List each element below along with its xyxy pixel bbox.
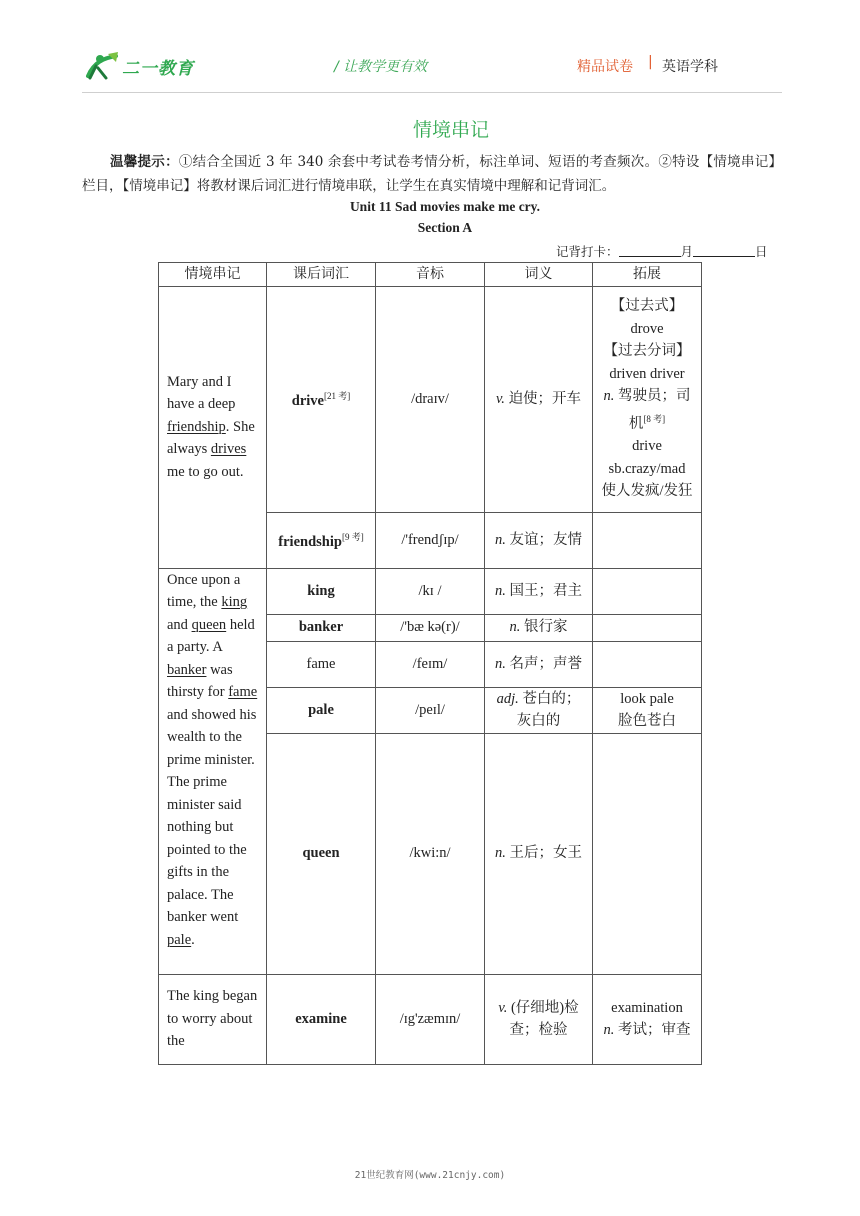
- word-cell: fame: [267, 641, 376, 687]
- header-meaning: 词义: [485, 263, 593, 287]
- word-cell: banker: [267, 614, 376, 641]
- meaning: 苍白的；灰白的: [516, 690, 581, 729]
- story-text: and showed his wealth to the prime minister. The prime minister said nothing but pointed to the gifts in the palace. The banker went: [167, 706, 257, 925]
- extension-line: 【过去式】: [610, 298, 684, 315]
- story-text: held a party. A: [167, 616, 255, 655]
- header-phonetic: 音标: [376, 263, 485, 287]
- table-row: [159, 286, 702, 512]
- table-row: [159, 974, 702, 1064]
- story-text: and: [167, 616, 192, 633]
- logo-text: 二一教育: [122, 59, 194, 79]
- meaning: 名声；声誉: [509, 655, 582, 672]
- frequency-tag: [9 考]: [341, 532, 364, 543]
- header-story: 情境串记: [159, 263, 267, 287]
- story-cell: [159, 286, 267, 568]
- document-title: 情境串记: [412, 119, 489, 141]
- word-cell: [267, 512, 376, 568]
- story-text: .: [191, 931, 195, 948]
- meaning-cell: [485, 568, 593, 614]
- table-header-row: [159, 263, 702, 287]
- phonetic-cell: /draɪv/: [376, 286, 485, 512]
- meaning: 王后；女王: [509, 845, 582, 862]
- frequency-tag: [8 考]: [643, 413, 666, 424]
- extension-cell: [593, 641, 702, 687]
- story-text: was thirsty for: [167, 661, 233, 700]
- story-keyword: friendship: [167, 418, 226, 435]
- tip-paragraph: [82, 150, 782, 198]
- part-of-speech: v.: [495, 390, 505, 407]
- page-footer: 21世纪教育网(www.21cnjy.com): [354, 1170, 506, 1181]
- brand-separator: |: [648, 54, 653, 70]
- header-divider: [82, 92, 782, 93]
- part-of-speech: n.: [603, 388, 615, 405]
- word: friendship: [278, 534, 342, 551]
- story-text: Mary and I have a deep: [167, 373, 236, 412]
- extension-cell: [593, 733, 702, 974]
- meaning-cell: [485, 974, 593, 1064]
- header-word: 课后词汇: [267, 263, 376, 287]
- extension-cell: [593, 614, 702, 641]
- tip-lead: 温馨提示：: [110, 154, 179, 170]
- subject-label: 英语学科: [662, 59, 718, 75]
- header-extension: 拓展: [593, 263, 702, 287]
- extension-line: [599, 1019, 695, 1042]
- checkin-label: 记背打卡：: [556, 244, 619, 259]
- word-cell: [267, 286, 376, 512]
- phonetic-cell: /feɪm/: [376, 641, 485, 687]
- extension-meaning: 驾驶员；司机: [618, 388, 691, 432]
- table-row: [159, 568, 702, 614]
- word: drive: [291, 393, 324, 410]
- vocabulary-table: [158, 262, 702, 1065]
- extension-line: look pale: [620, 690, 674, 707]
- part-of-speech: v.: [498, 999, 508, 1016]
- part-of-speech: n.: [495, 531, 506, 548]
- header-slogan: / 让教学更有效: [334, 59, 428, 75]
- section-heading: Section A: [417, 220, 473, 235]
- part-of-speech: n.: [495, 845, 506, 862]
- month-blank[interactable]: [619, 244, 681, 257]
- meaning-cell: [485, 641, 593, 687]
- extension-cell: [593, 687, 702, 733]
- meaning: (仔细地)检查；检验: [509, 999, 579, 1038]
- month-label: 月: [680, 244, 694, 259]
- story-keyword: drives: [210, 441, 247, 457]
- part-of-speech: n.: [495, 582, 506, 599]
- extension-line: 脸色苍白: [618, 713, 676, 729]
- tip-body: ①结合全国近 3 年 340 余套中考试卷考情分析，标注单词、短语的考查频次。②特设【情境串记】栏目，【情境串记】将教材课后词汇进行情境串联，让学生在真实情境中理解和记背词汇。: [82, 154, 782, 194]
- story-text: me to go out.: [167, 463, 244, 480]
- meaning: 国王；君主: [509, 582, 582, 599]
- story-cell: [159, 568, 267, 974]
- part-of-speech: n.: [603, 1022, 615, 1038]
- meaning-cell: [485, 733, 593, 974]
- story-keyword: king: [221, 594, 248, 610]
- extension-line: 【过去分词】: [603, 343, 691, 360]
- extension-meaning: 考试；审查: [618, 1022, 691, 1038]
- extension-cell: [593, 512, 702, 568]
- meaning-cell: [485, 286, 593, 512]
- extension-line: drive: [632, 438, 662, 455]
- word-cell: king: [267, 568, 376, 614]
- meaning-cell: [485, 687, 593, 733]
- story-text: . She always: [167, 418, 255, 457]
- story-cell: The king began to worry about the: [159, 974, 267, 1064]
- checkin-line: [556, 242, 768, 260]
- extension-line: [599, 385, 695, 435]
- story-text: Once upon a time, the: [167, 571, 241, 610]
- day-blank[interactable]: [693, 244, 755, 257]
- story-keyword: pale: [167, 931, 192, 948]
- unit-heading: Unit 11 Sad movies make me cry.: [349, 199, 541, 214]
- part-of-speech: n.: [509, 619, 521, 636]
- phonetic-cell: /'bæ kə(r)/: [376, 614, 485, 641]
- frequency-tag: [21 考]: [323, 391, 351, 402]
- story-keyword: fame: [228, 684, 258, 700]
- word-cell: examine: [267, 974, 376, 1064]
- part-of-speech: n.: [495, 655, 506, 672]
- word-cell: pale: [267, 687, 376, 733]
- phonetic-cell: /ɪg'zæmɪn/: [376, 974, 485, 1064]
- word-cell: queen: [267, 733, 376, 974]
- brand-label: 精品试卷: [577, 59, 633, 75]
- meaning-cell: [485, 512, 593, 568]
- part-of-speech: adj.: [496, 690, 519, 707]
- meaning: 银行家: [524, 619, 568, 636]
- extension-line: examination: [611, 999, 683, 1016]
- phonetic-cell: /kwi:n/: [376, 733, 485, 974]
- extension-line: drove: [630, 320, 664, 337]
- phonetic-cell: /kɪ /: [376, 568, 485, 614]
- phonetic-cell: /'frendʃɪp/: [376, 512, 485, 568]
- extension-cell: [593, 974, 702, 1064]
- story-keyword: queen: [191, 616, 227, 633]
- day-label: 日: [755, 244, 768, 259]
- extension-cell: [593, 286, 702, 512]
- extension-line: driven driver: [609, 365, 685, 382]
- meaning: 友谊；友情: [509, 531, 582, 548]
- extension-line: 使人发疯/发狂: [601, 483, 693, 500]
- extension-line: sb.crazy/mad: [608, 460, 686, 477]
- meaning-cell: [485, 614, 593, 641]
- story-keyword: banker: [167, 661, 207, 678]
- phonetic-cell: /peɪl/: [376, 687, 485, 733]
- meaning: 迫使；开车: [508, 390, 582, 407]
- extension-cell: [593, 568, 702, 614]
